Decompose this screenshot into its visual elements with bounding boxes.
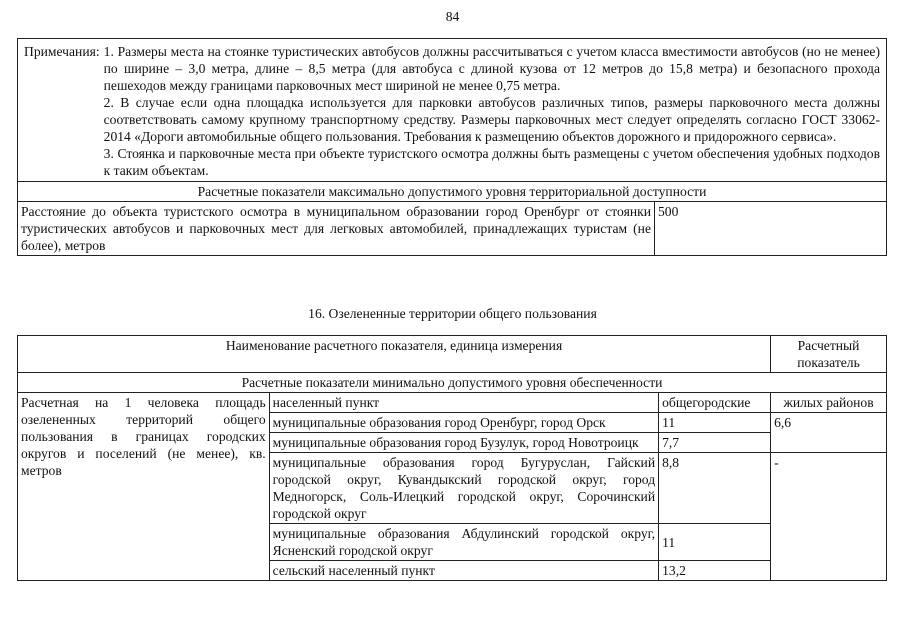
access-row-value: 500 (655, 202, 887, 256)
settlement-header: населенный пункт (269, 393, 658, 413)
access-row-label: Расстояние до объекта туристского осмотра в муниципальном образовании город Оренбург от стоянки туристических автобусов и парковочных мест для легковых автомобилей, принадлежащих туристам (не более), метров (18, 202, 655, 256)
section-title: 16. Озелененные территории общего пользования (308, 306, 597, 321)
city-header: общегородские (659, 393, 771, 413)
page-number: 84 (445, 9, 460, 24)
green-columns-row (18, 393, 887, 413)
notes-row (18, 39, 887, 182)
notes-and-access-table (17, 38, 887, 256)
col-value-header: Расчетный показатель (771, 336, 887, 373)
city-value-cell: 11 (659, 524, 771, 561)
settlement-cell: муниципальные образования город Бузулук, город Новотроицк (269, 433, 658, 453)
city-value-cell: 11 (659, 413, 771, 433)
access-data-row (18, 202, 887, 256)
district-value-cell: 6,6 (771, 413, 887, 453)
col-name-header: Наименование расчетного показателя, единица измерения (18, 336, 771, 373)
green-header-row (18, 336, 887, 373)
city-value-cell: 8,8 (659, 453, 771, 524)
settlement-cell: муниципальные образования город Оренбург, город Орск (269, 413, 658, 433)
city-value-cell: 7,7 (659, 433, 771, 453)
access-header-row (18, 182, 887, 202)
note-item-1: 1. Размеры места на стоянке туристических автобусов должны рассчитываться с учетом класса вместимости автобусов (но не менее) по ширине – 3,0 метра, длине – 8,5 метра (для автобуса с длиной кузова от 12 метров до 15,8 метра) и безопасного прохода пешеходов между границами парковочных мест шириной не менее 0,75 метра. (103, 44, 880, 93)
settlement-cell: муниципальные образования город Бугуруслан, Гайский городской округ, Кувандыкский городской округ, город Медногорск, Соль-Илецкий городской округ, Сорочинский городской округ (269, 453, 658, 524)
district-value-cell: - (771, 453, 887, 581)
green-areas-table (17, 335, 887, 581)
district-header: жилых районов (771, 393, 887, 413)
green-subheader: Расчетные показатели минимально допустимого уровня обеспеченности (18, 373, 887, 393)
note-item-2: 2. В случае если одна площадка используется для парковки автобусов различных типов, размеры парковочного места должны соответствовать самому крупному транспортному средству. Размеры парковочных мест следует определять согласно ГОСТ 33062-2014 «Дороги автомобильные общего пользования. Требования к размещению объектов дорожного и придорожного сервиса». (103, 95, 880, 144)
settlement-cell: сельский населенный пункт (269, 561, 658, 581)
notes-cell (18, 39, 887, 182)
note-item-3: 3. Стоянка и парковочные места при объекте туристского осмотра должны быть размещены с учетом обеспечения удобных подходов к таким объектам. (103, 146, 880, 178)
indicator-cell: Расчетная на 1 человека площадь озелененных территорий общего пользования в границах городских округов и поселений (не менее), кв. метров (18, 393, 270, 581)
settlement-cell: муниципальные образования Абдулинский городской округ, Ясненский городской округ (269, 524, 658, 561)
green-subheader-row (18, 373, 887, 393)
notes-label: Примечания: (24, 44, 100, 59)
access-header: Расчетные показатели максимально допустимого уровня территориальной доступности (18, 182, 887, 202)
city-value-cell: 13,2 (659, 561, 771, 581)
